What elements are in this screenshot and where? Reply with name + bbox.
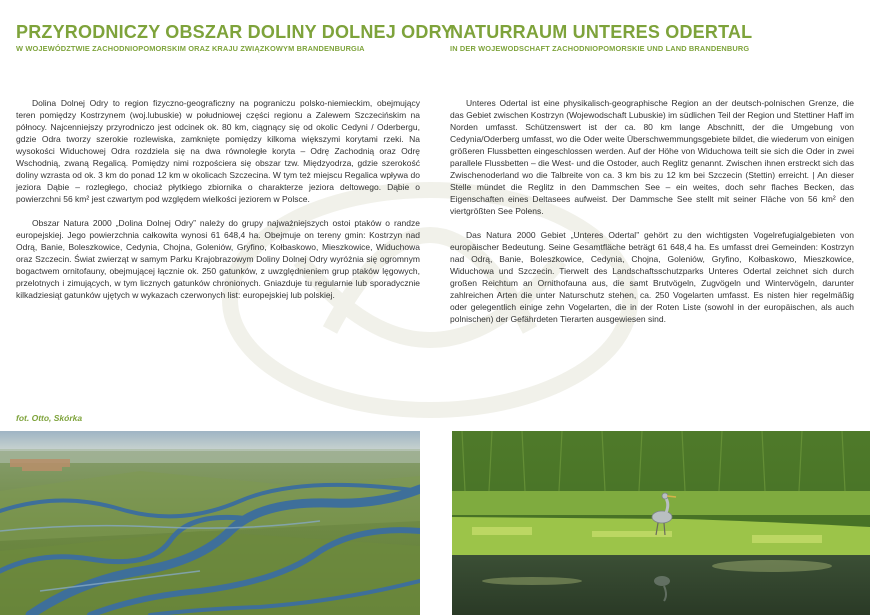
paragraph: Das Natura 2000 Gebiet „Unteres Odertal” gehört zu den wichtigsten Vogelrefugialgebieten von europäischer Bedeutung. Seine Gesamtfläche beträgt 61 648,4 ha. Es umfasst drei Gemeinden: Kostrzyn nad Odrą, Banie, Boleszkowice, Cedynia, Chojna, Goleniów, Gryfino, Kołbaskowo, Mieszkowice, Widuchowa und Szczecin. Tierwelt des Landschaftsschutzparks Unteres Odertal zeichnet sich durch großen Reichtum an Ornithofauna aus, die samt Brutvögeln, Zugvögeln und Wintervögeln, darunter zahlreichen Arten die unter Naturschutz stehen, ca. 250 Vogelarten umfasst. Es nisten hier regelmäßig oder gelegentlich einige zehn Vogelarten, die in der Roten Liste (sowohl in der europäischen, als auch polnischen) der Gefährdeten Tierarten ausgewiesen sind. [450, 230, 854, 324]
page-title-german: NATURRAUM UNTERES ODERTAL [450, 22, 753, 42]
photo-credit: fot. Otto, Skórka [16, 413, 83, 423]
subtitle-german: IN DER WOJEWODSCHAFT ZACHODNIOPOMORSKIE UND LAND BRANDENBURG [450, 44, 750, 53]
paragraph: Obszar Natura 2000 „Dolina Dolnej Odry” należy do grupy najważniejszych ostoi ptaków o randze europejskiej. Jego powierzchnia całkowita wynosi 61 648,4 ha. Obejmuje on tereny gmin: Kostrzyn nad Odrą, Banie, Boleszkowice, Cedynia, Chojna, Goleniów, Gryfino, Kołbaskowo, Mieszkowice, Widuchowa oraz Szczecin. Świat zwierząt w samym Parku Krajobrazowym Doliny Dolnej Odry wyróżnia się ogromnym bogactwem ornitofauny, obejmującej łącznie ok. 250 gatunków, z uwzględnieniem grup ptaków lęgowych, przelotnych i zimujących, w tym licznych gatunków chronionych. Gniazduje tu regularnie lub sporadycznie kilkadziesiąt gatunków ujętych w wykazach czerwonych list: europejskiej lub polskiej. [16, 218, 420, 300]
subtitle-polish: W WOJEWÓDZTWIE ZACHODNIOPOMORSKIM ORAZ KRAJU ZWIĄZKOWYM BRANDENBURGIA [16, 44, 365, 53]
paragraph: Unteres Odertal ist eine physikalisch-geographische Region an der deutsch-polnischen Grenze, die das Gebiet zwischen Kostrzyn (Wojewodschaft Lubuskie) im südlichen Teil der Region und Stettiner Haff im Norden umfasst. Schützenswert ist der ca. 80 km lange Abschnitt, der die Umgebung von Cedynia/Oderberg umfasst, wo die Oder weite Überschwemmungsgebiete bildet, die wiederum von einigen größeren Flussbetten eingeschlossen werden. Auf der Höhe von Widuchowa teilt sie sich die Oder in zwei parallele Flussbetten – die West- und die Ostoder, auch Reglitz genannt. Zwischen ihnen erstreckt sich das Zwischenoderland wo die Talbreite von ca. 3 km bis zu 12 km bei Szczecin (Stettin) erreicht. | An dieser Stelle mündet die Reglitz in den Dammschen See – ein weites, doch sehr flaches Becken, das Eigenschaften eines Deltasees aufweist. Der Dammsche See stellt mit seiner Fläche von 56 km² den viertgrößten See Polens. [450, 98, 854, 216]
aerial-valley-photo [0, 431, 420, 615]
page-title-polish: PRZYRODNICZY OBSZAR DOLINY DOLNEJ ODRY [16, 22, 454, 42]
paragraph: Dolina Dolnej Odry to region fizyczno-geograficzny na pograniczu polsko-niemieckim, obejmujący teren pomiędzy Kostrzynem (woj.lubuskie) w południowej części regionu a Zalewem Szczecińskim na północy. Najcenniejszy przyrodniczo jest odcinek ok. 80 km, ciągnący się od okolic Cedyni / Oderbergu, gdzie Odra tworzy szerokie rozlewiska, zamknięte pomiędzy kilkoma większymi korytami rzeki. Na wysokości Widuchowej Odra rozdziela się na dwa równoległe koryta – Odrę Zachodnią oraz Odrę Wschodnią, zwaną Regalicą. Pomiędzy nimi rozpościera się obszar tzw. Międzyodrza, gdzie szerokość doliny wzrasta od ok. 3 km do ponad 12 km w okolicach Szczecina. W tym też miejscu Regalica wpływa do jeziora Dąbie – rozległego, chociaż płytkiego zbiornika o charakterze jeziora deltowego. Dąbie o powierzchni 56 km² jest czwartym pod względem wielkości jeziorem w Polsce. [16, 98, 420, 204]
body-text-polish [16, 97, 420, 313]
heron-reeds-photo [452, 431, 870, 615]
body-text-german [450, 97, 854, 337]
